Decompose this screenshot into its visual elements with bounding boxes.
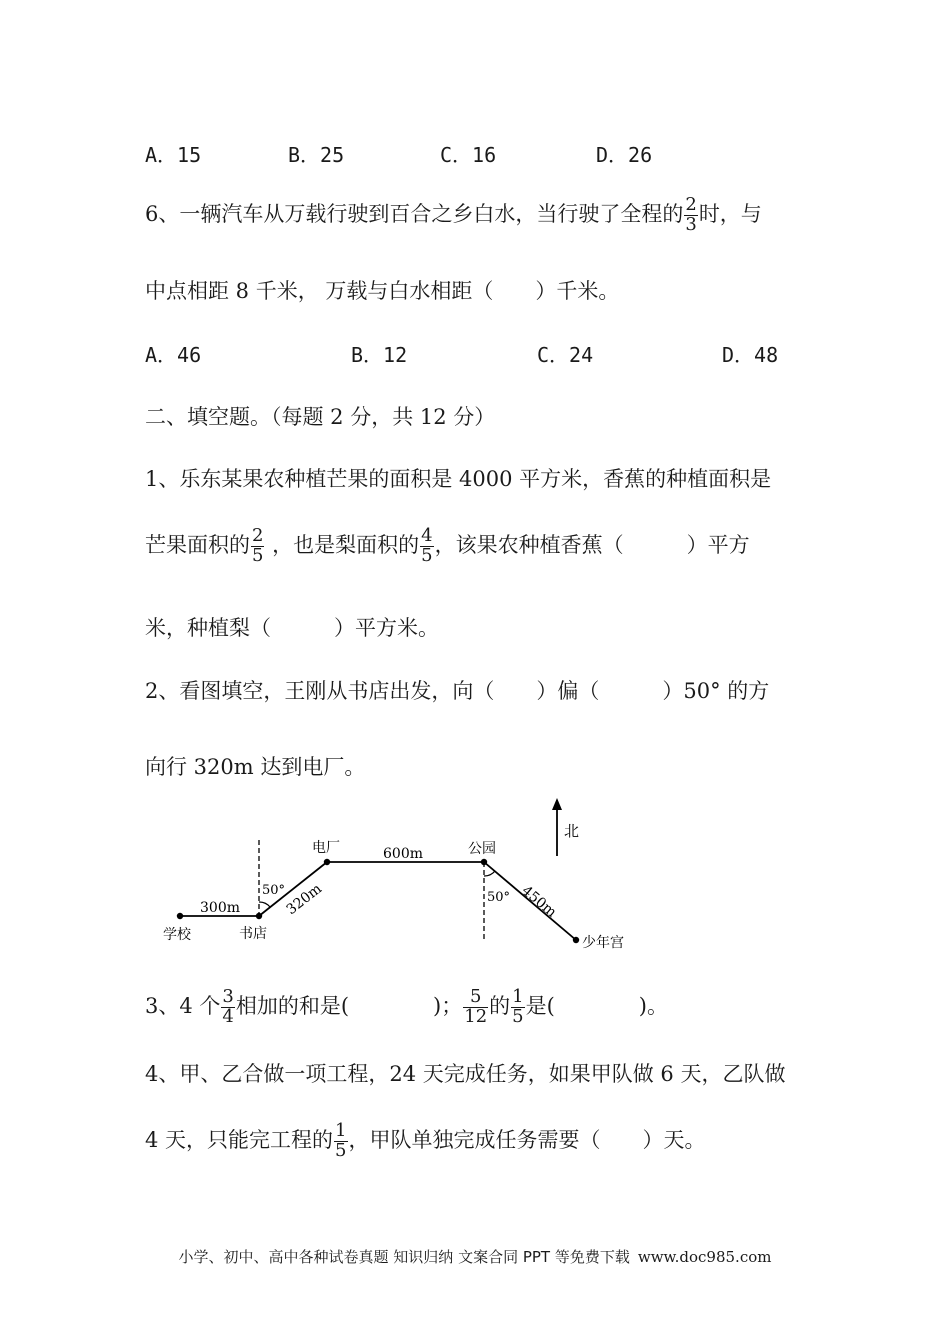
bookstore-label: 书店 bbox=[239, 926, 267, 942]
north-arrow-icon bbox=[552, 798, 562, 856]
palace-label: 少年宫 bbox=[582, 935, 624, 951]
route-map-diagram bbox=[0, 790, 950, 960]
q6-option-a: A．46 bbox=[145, 343, 202, 367]
distance-school-bookstore: 300m bbox=[200, 900, 240, 916]
q5-option-a: A．15 bbox=[145, 143, 202, 167]
q6-option-c: C．24 bbox=[537, 343, 594, 367]
plant-point bbox=[324, 859, 330, 865]
f2-line2: 向行 320m 达到电厂。 bbox=[145, 755, 366, 779]
q5-option-b: B．25 bbox=[288, 143, 345, 167]
q5-option-c: C．16 bbox=[440, 143, 497, 167]
q6-line2: 中点相距 8 千米， 万载与白水相距（ ）千米。 bbox=[145, 279, 620, 303]
q6-option-b: B．12 bbox=[351, 343, 408, 367]
f4-fraction: $\frac{1}{5}$ bbox=[335, 1120, 347, 1161]
f1-fraction-1: $\frac{2}{5}$ bbox=[252, 525, 264, 566]
f1-line1: 1、乐东某果农种植芒果的面积是 4000 平方米，香蕉的种植面积是 bbox=[145, 467, 772, 491]
park-label: 公园 bbox=[468, 841, 496, 857]
q5-option-d: D．26 bbox=[596, 143, 653, 167]
distance-park-palace: 450m bbox=[518, 882, 560, 921]
bookstore-point bbox=[256, 913, 262, 919]
f1-fraction-2: $\frac{4}{5}$ bbox=[421, 525, 433, 566]
q6-text-after: 时，与 bbox=[698, 201, 762, 226]
f1-line3: 米，种植梨（ ）平方米。 bbox=[145, 616, 439, 640]
school-point bbox=[177, 913, 183, 919]
footer bbox=[0, 1246, 950, 1267]
f3-fraction-3: $\frac{1}{5}$ bbox=[512, 986, 524, 1027]
footer-url[interactable]: www.doc985.com bbox=[637, 1248, 772, 1266]
angle-arc-bookstore bbox=[259, 902, 270, 907]
section-title: 二、填空题。（每题 2 分，共 12 分） bbox=[145, 405, 496, 429]
f4-line2: 4 天，只能完工程的 $\frac{1}{5}$ ，甲队单独完成任务需要（ ）天。 bbox=[145, 1120, 706, 1161]
distance-bookstore-plant: 320m bbox=[283, 880, 325, 919]
angle-label-park: 50° bbox=[487, 890, 511, 905]
f3-fraction-1: $\frac{3}{4}$ bbox=[222, 986, 234, 1027]
palace-point bbox=[573, 937, 579, 943]
park-point bbox=[481, 859, 487, 865]
q6-option-d: D．48 bbox=[722, 343, 779, 367]
footer-text: 小学、初中、高中各种试卷真题 知识归纳 文案合同 PPT 等免费下载 bbox=[178, 1248, 630, 1266]
angle-arc-park bbox=[484, 871, 495, 876]
f1-line2: 芒果面积的 $\frac{2}{5}$ ，也是梨面积的 $\frac{4}{5}$ ，该果农种植香蕉（ ）平方 bbox=[145, 525, 750, 566]
f2-line1: 2、看图填空，王刚从书店出发，向（ ）偏（ ）50° 的方 bbox=[145, 679, 770, 703]
f3-line: 3、4 个 $\frac{3}{4}$ 相加的和是( )； $\frac{5}{12}$ 的 $\frac{1}{5}$ 是( )。 bbox=[145, 986, 668, 1027]
f3-fraction-2: $\frac{5}{12}$ bbox=[464, 986, 488, 1027]
plant-label: 电厂 bbox=[312, 840, 340, 856]
angle-label-bookstore: 50° bbox=[262, 883, 286, 898]
q6-text: 6、一辆汽车从万载行驶到百合之乡白水，当行驶了全程的 bbox=[145, 201, 684, 226]
q6-fraction: $\frac{2}{3}$ bbox=[685, 194, 697, 235]
f4-line1: 4、甲、乙合做一项工程，24 天完成任务，如果甲队做 6 天，乙队做 bbox=[145, 1062, 786, 1086]
q6-line1 bbox=[145, 196, 762, 235]
north-label: 北 bbox=[564, 822, 580, 840]
distance-plant-park: 600m bbox=[383, 846, 423, 862]
school-label: 学校 bbox=[163, 927, 191, 943]
